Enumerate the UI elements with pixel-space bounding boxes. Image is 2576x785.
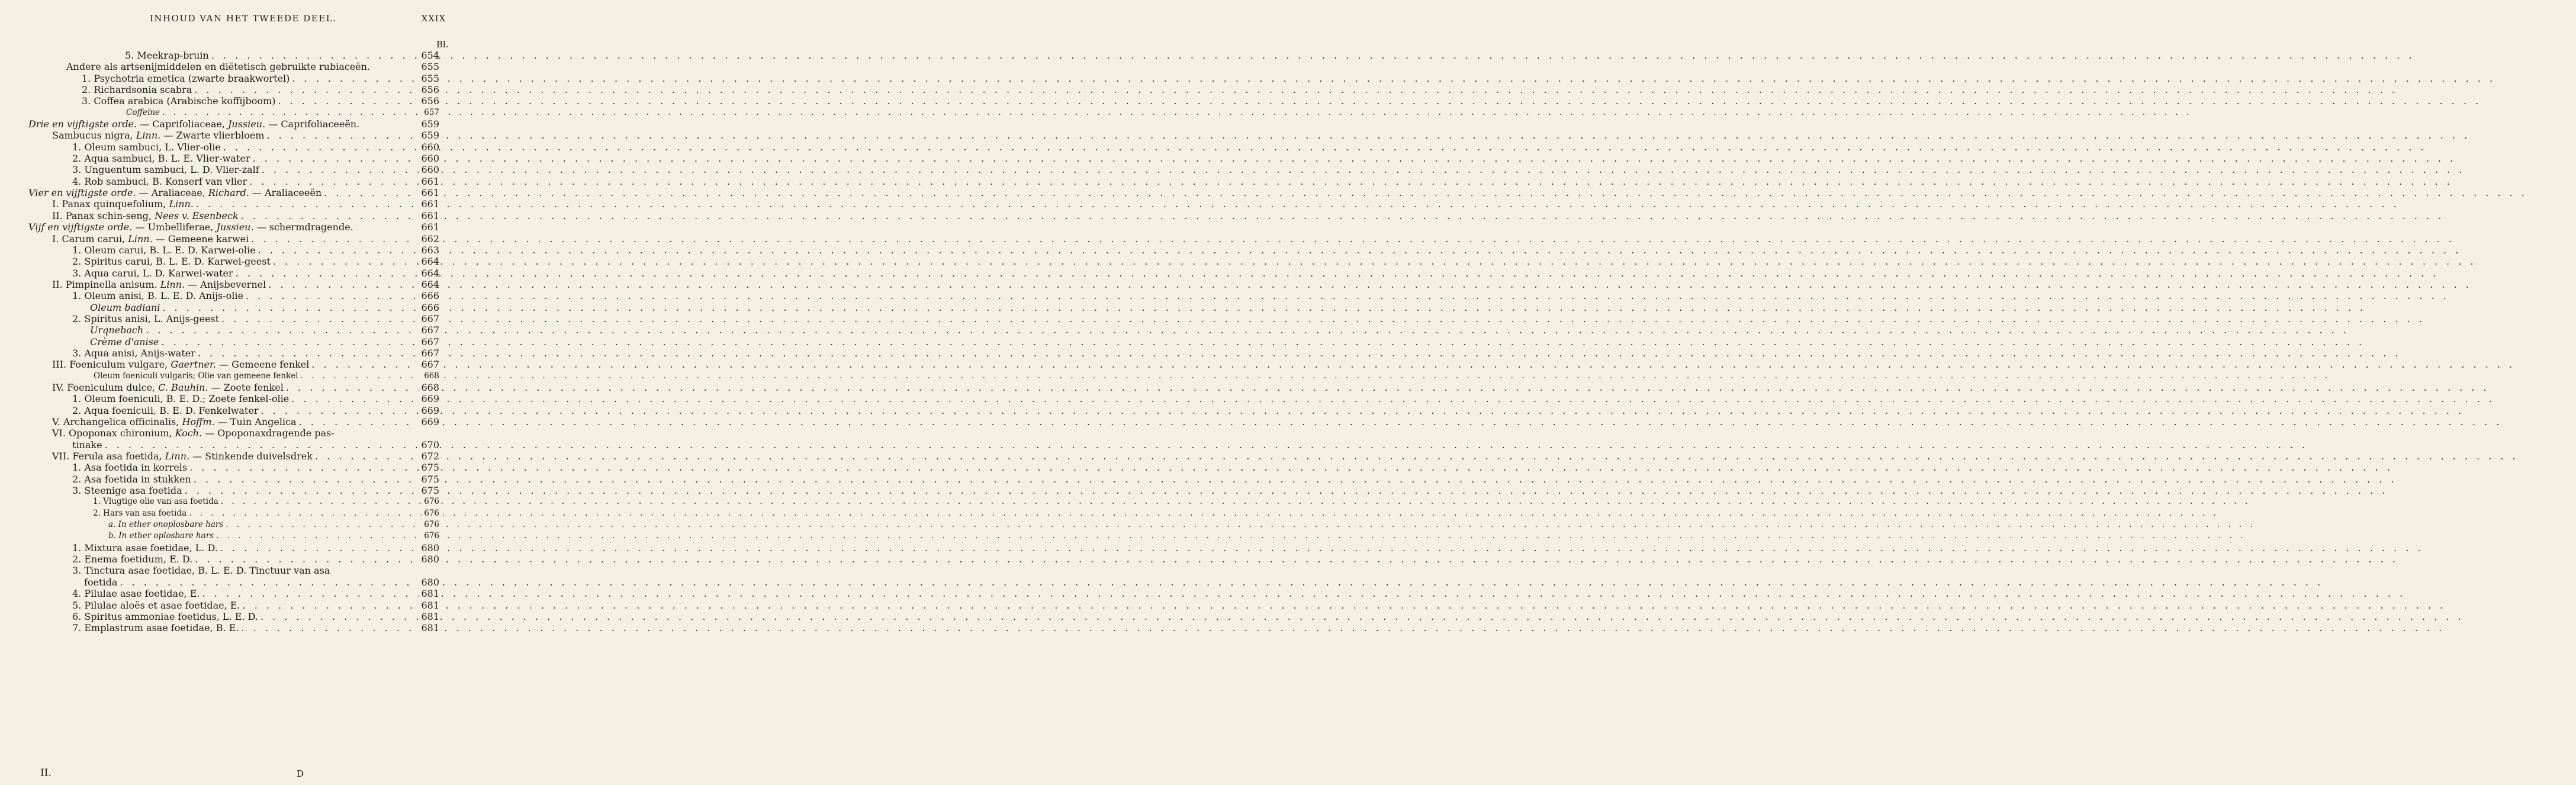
table-of-contents (0, 50, 474, 634)
entry-title: 1. Psychotria emetica (zwarte braakwortel) (82, 72, 290, 84)
entry-author: Jussieu. (216, 221, 254, 233)
entry-page-number: 664 (419, 279, 439, 290)
entry-description: — Opoponaxdragende pas- (202, 427, 335, 439)
entry-title: II. Panax schin-seng, (52, 210, 155, 221)
dot-leader (189, 508, 2218, 519)
toc-entry (0, 530, 474, 542)
entry-page-number: 680 (419, 542, 439, 554)
dot-leader (258, 244, 2462, 256)
entry-title: Coffeïne (126, 107, 160, 117)
entry-title: VII. Ferula asa foetida, (52, 451, 165, 462)
entry-page-number: 667 (419, 359, 439, 370)
entry-title: 1. Oleum sambuci, L. Vlier-olie (72, 141, 221, 153)
entry-text (52, 233, 249, 244)
entry-author: Koch. (175, 427, 202, 439)
entry-page-number: 681 (419, 588, 439, 599)
entry-page-number: 676 (422, 496, 439, 507)
book-page (0, 0, 474, 785)
entry-text (72, 153, 250, 164)
entry-title: I. Carum carui, (52, 233, 128, 244)
dot-leader (162, 302, 2366, 313)
entry-text (108, 519, 223, 530)
entry-text (94, 371, 298, 382)
entry-text (72, 256, 271, 267)
entry-text (72, 565, 330, 576)
entry-page-number: 668 (419, 382, 439, 393)
volume-number: II. (40, 767, 52, 779)
dot-leader (221, 496, 2250, 507)
entry-text (52, 279, 266, 290)
entry-text (72, 462, 187, 473)
entry-text (72, 485, 182, 496)
toc-entry (0, 554, 474, 565)
entry-title: 1. Oleum foeniculi, B. E. D.; Zoete fenkel-olie (72, 393, 290, 405)
dot-leader (241, 210, 2445, 221)
entry-text (72, 554, 192, 565)
entry-page-number: 667 (419, 348, 439, 359)
toc-entry (0, 451, 474, 462)
entry-author: Nees v. Esenbeck (155, 210, 239, 221)
dot-leader (196, 198, 2400, 210)
entry-text (82, 95, 275, 107)
entry-text (52, 130, 264, 141)
entry-title: 5. Pilulae aloës et asae foetidae, E. (72, 599, 240, 611)
entry-title: V. Archangelica officinalis, (52, 416, 182, 427)
toc-entry (0, 359, 474, 370)
entry-page-number: 661 (419, 176, 439, 187)
entry-text (82, 73, 290, 84)
entry-title: I. Panax quinquefolium, (52, 198, 169, 210)
entry-description: — Gemeene karwei (152, 233, 249, 244)
entry-page-number: 680 (419, 577, 439, 588)
entry-page-number: 669 (419, 405, 439, 416)
toc-entry (0, 324, 474, 336)
entry-text (72, 622, 239, 633)
entry-page-number: 667 (419, 313, 439, 324)
dot-leader (220, 542, 2424, 554)
dot-leader (261, 405, 2464, 416)
dot-leader (236, 268, 2439, 279)
dot-leader (241, 622, 2445, 633)
dot-leader (185, 485, 2388, 496)
entry-title: 6. Spiritus ammoniae foetidus, L. E. D. (72, 610, 258, 622)
entry-page-number: 661 (419, 210, 439, 221)
dot-leader (221, 313, 2425, 324)
entry-title: 1. Oleum anisi, B. L. E. D. Anijs-olie (72, 290, 243, 302)
entry-title: tinake (72, 439, 102, 451)
toc-entry (0, 279, 474, 290)
dot-leader (291, 393, 2495, 404)
dot-leader (301, 371, 2330, 382)
entry-description: — Zoete fenkel (208, 381, 284, 393)
page-column-label: Bl. (436, 39, 449, 50)
toc-entry (0, 84, 474, 95)
entry-title: 3. Tinctura asae foetidae, B. L. E. D. Tinctuur van asa (72, 565, 330, 577)
dot-leader (194, 474, 2397, 485)
entry-text (72, 313, 219, 324)
dot-leader (189, 462, 2393, 473)
entry-page-number: 669 (419, 416, 439, 427)
entry-page-number: 669 (419, 393, 439, 404)
entry-title: 3. Aqua anisi, Anijs-water (72, 347, 195, 359)
toc-entry (0, 474, 474, 485)
toc-entry (0, 485, 474, 496)
dot-leader (226, 519, 2255, 530)
entry-page-number: 676 (422, 519, 439, 530)
toc-entry (0, 622, 474, 633)
entry-title: VI. Opoponax chironium, (52, 427, 175, 439)
entry-text (72, 600, 240, 611)
entry-page-number: 659 (419, 130, 439, 141)
entry-page-number: 664 (419, 268, 439, 279)
dot-leader (251, 233, 2455, 244)
toc-entry (0, 233, 474, 244)
toc-entry (0, 107, 474, 118)
entry-family: — Caprifoliaceae, (137, 118, 229, 130)
entry-page-number: 681 (419, 622, 439, 633)
dot-leader (266, 130, 2470, 141)
entry-title: foetida (84, 576, 118, 588)
entry-family: — Umbelliferae, (132, 221, 217, 233)
toc-entry (0, 221, 474, 233)
entry-page-number: 661 (419, 198, 439, 210)
toc-entry (0, 118, 474, 130)
dot-leader (249, 176, 2453, 187)
entry-text (72, 405, 258, 416)
entry-description: — schermdragende. (253, 221, 353, 233)
toc-entry (0, 141, 474, 153)
entry-title: Andere als artsenijmiddelen en diëtetisch gebruikte rubiaceën. (66, 61, 371, 73)
entry-page-number: 681 (419, 600, 439, 611)
toc-entry (0, 542, 474, 554)
entry-title: 1. Oleum carui, B. L. E. D. Karwei-olie (72, 244, 256, 256)
toc-entry (0, 61, 474, 72)
entry-author: Hoffm. (182, 416, 215, 427)
entry-title: Vier en vijftigste orde. (28, 187, 136, 199)
dot-leader (292, 73, 2495, 84)
toc-entry (0, 588, 474, 599)
page-title: INHOUD VAN HET TWEEDE DEEL. (150, 13, 337, 24)
entry-text (90, 324, 143, 336)
entry-page-number: 662 (419, 233, 439, 244)
entry-text (52, 416, 297, 427)
entry-title: 1. Vlugtige olie van asa foetida (93, 497, 218, 507)
toc-entry (0, 348, 474, 359)
toc-entry (0, 153, 474, 164)
entry-description: — Anijsbevernel (185, 278, 266, 290)
entry-text (84, 577, 117, 588)
entry-page-number: 676 (422, 530, 439, 542)
entry-text (52, 210, 239, 221)
dot-leader (315, 451, 2519, 462)
entry-author: Linn. (128, 233, 153, 244)
entry-text (82, 84, 192, 95)
entry-title: Oleum foeniculi vulgaris; Olie van gemeene fenkel (94, 371, 298, 381)
signature-mark: D (297, 768, 304, 779)
dot-leader (299, 416, 2503, 427)
entry-text (72, 268, 233, 279)
toc-entry (0, 187, 474, 198)
entry-title: 1. Asa foetida in korrels (72, 462, 188, 474)
dot-leader (198, 348, 2401, 359)
entry-title: b. In ether oplosbare hars (108, 531, 214, 541)
toc-entry (0, 565, 474, 576)
dot-leader (146, 324, 2349, 336)
entry-title: 2. Hars van asa foetida (93, 508, 187, 518)
entry-title: 1. Mixtura asae foetidae, L. D. (72, 542, 218, 554)
toc-entry (0, 382, 474, 393)
toc-entry (0, 371, 474, 382)
toc-entry (0, 393, 474, 404)
entry-title: 3. Unguentum sambuci, L. D. Vlier-zalf (72, 164, 259, 176)
entry-title: 2. Richardsonia scabra (82, 84, 192, 96)
entry-title: 3. Steenige asa foetida (72, 485, 182, 497)
entry-page-number: 660 (419, 153, 439, 164)
entry-page-number: 656 (419, 95, 439, 107)
toc-entry (0, 600, 474, 611)
entry-page-number: 667 (419, 336, 439, 348)
entry-text (72, 244, 256, 256)
entry-title: 2. Asa foetida in stukken (72, 473, 191, 485)
toc-entry (0, 256, 474, 267)
entry-page-number: 661 (419, 221, 439, 233)
entry-page-number: 661 (419, 187, 439, 198)
entry-page-number: 664 (419, 256, 439, 267)
entry-page-number: 667 (419, 324, 439, 336)
entry-author: Gaertner. (171, 359, 216, 371)
dot-leader (273, 256, 2477, 267)
toc-entry (0, 73, 474, 84)
entry-family: — Araliaceae, (136, 187, 208, 199)
entry-text (28, 118, 359, 130)
entry-text (72, 611, 258, 622)
entry-text (126, 107, 160, 118)
entry-page-number: 655 (419, 73, 439, 84)
entry-text (72, 141, 221, 153)
entry-text (108, 530, 214, 542)
entry-text (52, 359, 309, 370)
entry-title: 3. Aqua carui, L. D. Karwei-water (72, 267, 233, 279)
entry-page-number: 654 (419, 50, 439, 61)
toc-entry (0, 405, 474, 416)
entry-text (72, 176, 247, 187)
entry-title: 4. Pilulae asae foetidae, E. (72, 588, 200, 600)
entry-text (52, 451, 313, 462)
toc-entry (0, 313, 474, 324)
entry-title: IV. Foeniculum dulce, (52, 381, 159, 393)
entry-page-number: 675 (419, 474, 439, 485)
entry-page-number: 672 (419, 451, 439, 462)
toc-entry (0, 210, 474, 221)
entry-description: — Stinkende duivelsdrek (189, 451, 313, 462)
dot-leader (286, 382, 2490, 393)
entry-title: 4. Rob sambuci, B. Konserf van vlier (72, 175, 247, 187)
entry-page-number: 656 (419, 84, 439, 95)
entry-page-number: 675 (419, 462, 439, 473)
entry-page-number: 681 (419, 611, 439, 622)
entry-text (72, 474, 191, 485)
entry-title: Drie en vijftigste orde. (28, 118, 137, 130)
toc-entry (0, 50, 474, 61)
entry-text (72, 164, 259, 175)
entry-description: — Zwarte vlierbloem (160, 130, 265, 141)
entry-page-number: 676 (422, 508, 439, 519)
dot-leader (194, 84, 2398, 95)
dot-leader (211, 50, 2415, 61)
toc-entry (0, 244, 474, 256)
entry-page-number: 670 (419, 439, 439, 451)
entry-title: 2. Spiritus carui, B. L. E. D. Karwei-geest (72, 256, 271, 268)
entry-page-number: 660 (419, 164, 439, 175)
entry-title: Urqnebach (90, 324, 144, 336)
dot-leader (278, 95, 2481, 107)
toc-entry (0, 336, 474, 348)
toc-entry (0, 302, 474, 313)
toc-entry (0, 268, 474, 279)
entry-page-number: 666 (419, 302, 439, 313)
entry-title: II. Pimpinella anisum. (52, 278, 160, 290)
entry-text (52, 427, 335, 439)
entry-text (66, 61, 370, 72)
entry-title: 2. Enema foetidum, E. D. (72, 554, 193, 565)
entry-text (52, 382, 284, 393)
entry-page-number: 659 (419, 118, 439, 130)
toc-entry (0, 519, 474, 530)
toc-entry (0, 462, 474, 473)
entry-title: Sambucus nigra, (52, 130, 136, 141)
toc-entry (0, 176, 474, 187)
entry-title: 2. Aqua foeniculi, B. E. D. Fenkelwater (72, 404, 259, 416)
page-number: XXIX (422, 14, 446, 24)
entry-title: Oleum badiani (90, 301, 160, 313)
entry-page-number: 655 (419, 61, 439, 72)
entry-description: — Caprifoliaceeën. (265, 118, 360, 130)
entry-text (72, 393, 289, 404)
dot-leader (246, 290, 2449, 301)
entry-text (93, 508, 186, 519)
entry-author: Linn. (169, 198, 194, 210)
dot-leader (202, 588, 2405, 599)
dot-leader (120, 577, 2323, 588)
entry-author: C. Bauhin. (158, 381, 208, 393)
entry-text (72, 588, 200, 599)
toc-entry (0, 496, 474, 507)
entry-author: Jussieu. (228, 118, 266, 130)
dot-leader (261, 611, 2464, 622)
entry-text (90, 302, 160, 313)
entry-author: Richard. (208, 187, 249, 199)
entry-text (72, 439, 102, 451)
entry-text (72, 290, 243, 301)
entry-page-number: 668 (422, 371, 439, 382)
entry-title: 3. Coffea arabica (Arabische koffijboom) (82, 95, 276, 107)
entry-title: 7. Emplastrum asae foetidae, B. E. (72, 622, 239, 634)
entry-page-number: 663 (419, 244, 439, 256)
entry-text (90, 336, 159, 348)
entry-title: a. In ether onoplosbare hars (108, 520, 224, 530)
toc-entry (0, 290, 474, 301)
entry-author: Linn. (136, 130, 161, 141)
dot-leader (243, 600, 2446, 611)
dot-leader (162, 107, 2192, 118)
toc-entry (0, 439, 474, 451)
dot-leader (195, 554, 2398, 565)
entry-page-number: 660 (419, 141, 439, 153)
entry-text (72, 348, 195, 359)
entry-author: Linn. (165, 451, 190, 462)
toc-entry (0, 508, 474, 519)
toc-entry (0, 130, 474, 141)
entry-text (93, 496, 218, 507)
entry-description: — Tuin Angelica (214, 416, 297, 427)
toc-entry (0, 577, 474, 588)
dot-leader (324, 187, 2527, 198)
entry-text (125, 50, 209, 61)
toc-entry (0, 416, 474, 427)
entry-title: 5. Meekrap-bruin (125, 50, 209, 61)
entry-title: III. Foeniculum vulgare, (52, 359, 171, 371)
dot-leader (262, 164, 2465, 175)
entry-text (72, 542, 218, 554)
dot-leader (216, 530, 2246, 542)
toc-entry (0, 164, 474, 175)
entry-page-number: 657 (422, 107, 439, 118)
entry-page-number: 675 (419, 485, 439, 496)
dot-leader (161, 336, 2365, 348)
running-header (0, 11, 474, 27)
toc-entry (0, 198, 474, 210)
entry-description: — Araliaceeën (249, 187, 322, 199)
entry-text (28, 187, 321, 198)
entry-author: Linn. (160, 278, 185, 290)
entry-text (52, 198, 194, 210)
entry-description: — Gemeene fenkel (216, 359, 310, 371)
entry-title: Vijf en vijftigste orde. (28, 221, 133, 233)
dot-leader (223, 141, 2427, 153)
entry-text (28, 221, 353, 233)
dot-leader (268, 279, 2472, 290)
toc-entry (0, 95, 474, 107)
entry-title: Crème d'anise (90, 336, 159, 348)
dot-leader (252, 153, 2456, 164)
entry-page-number: 680 (419, 554, 439, 565)
toc-entry (0, 427, 474, 439)
entry-page-number: 666 (419, 290, 439, 301)
dot-leader (311, 359, 2515, 370)
entry-title: 2. Spiritus anisi, L. Anijs-geest (72, 313, 220, 324)
toc-entry (0, 611, 474, 622)
entry-title: 2. Aqua sambuci, B. L. E. Vlier-water (72, 153, 250, 165)
